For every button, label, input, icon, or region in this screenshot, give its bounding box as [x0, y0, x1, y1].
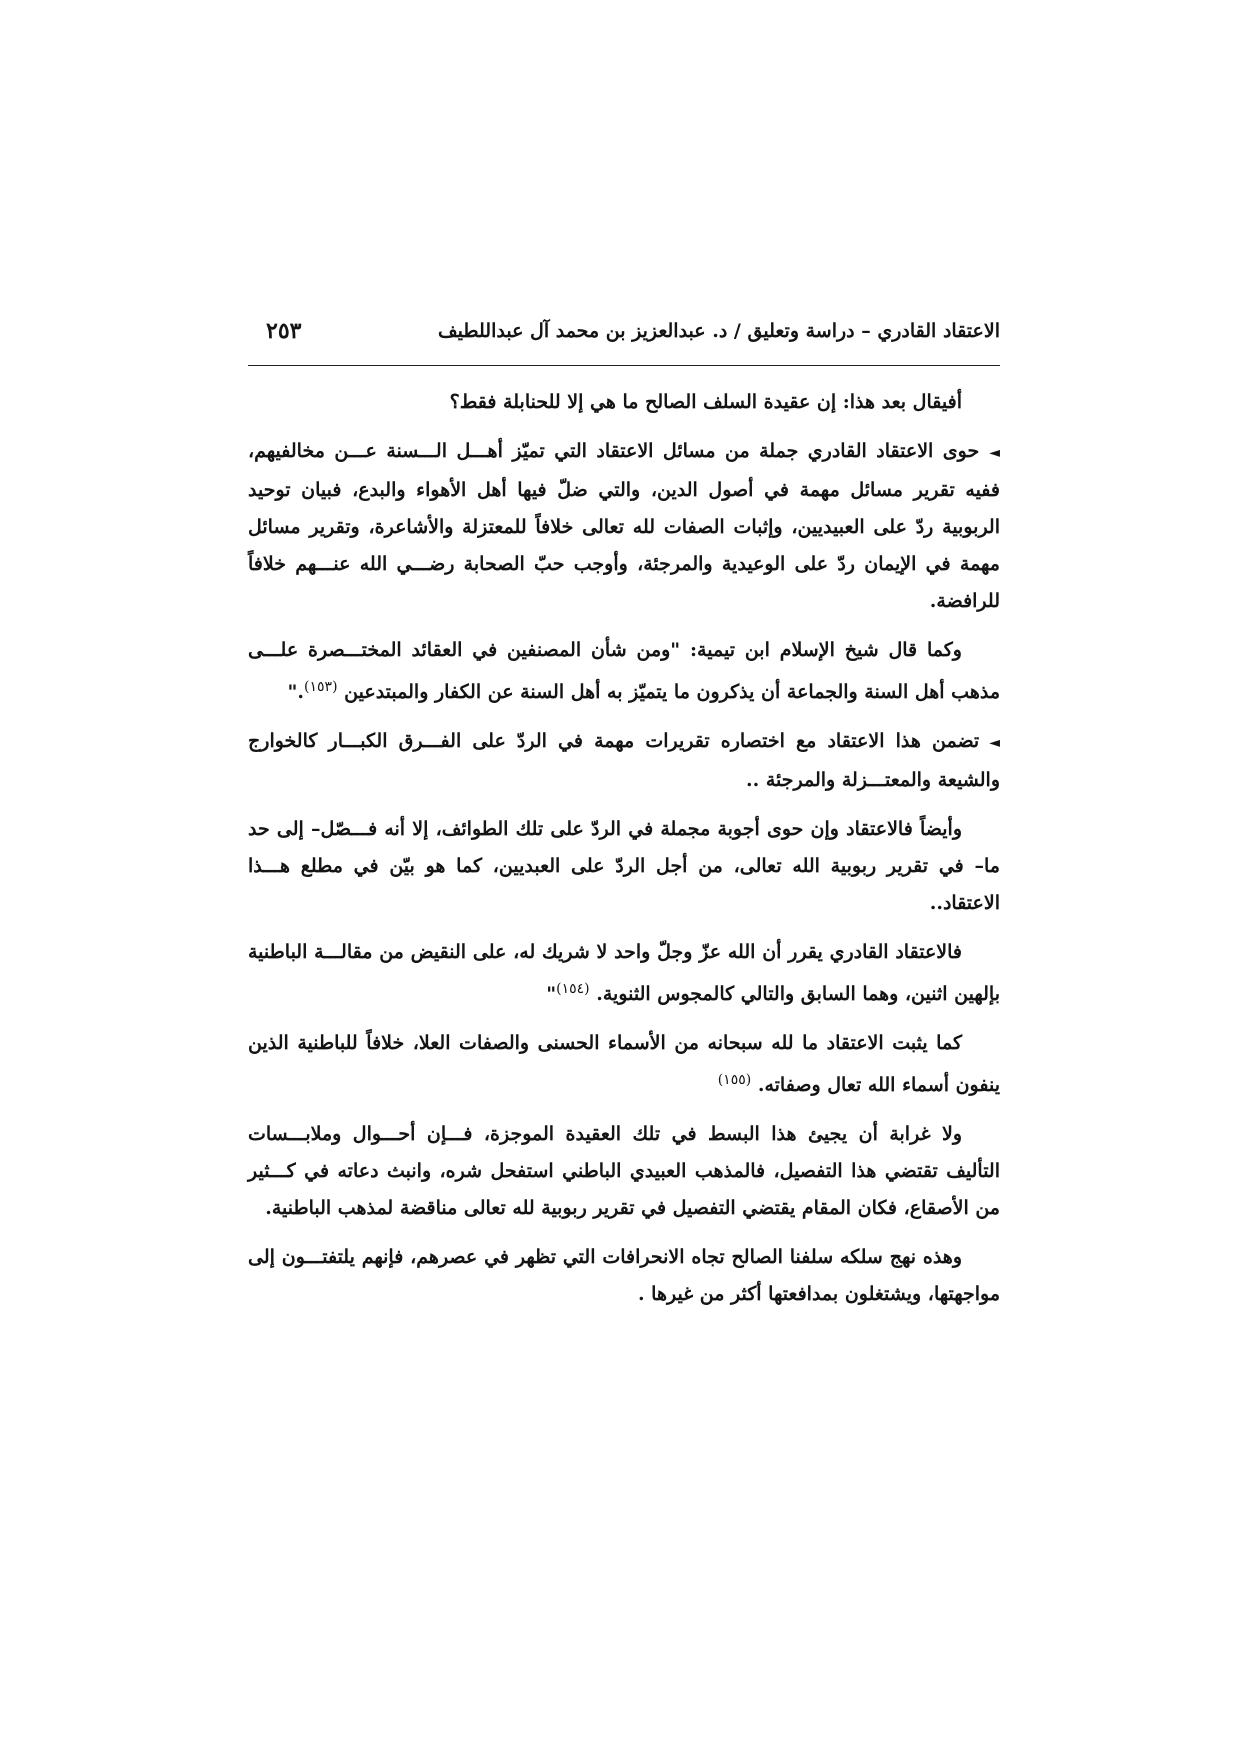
paragraph-text: حوى الاعتقاد القادري جملة من مسائل الاعتقاد التي تميّز أهـــل الـــسنة عـــن مخالفيهم، ففيه تقرير مسائل مهمة في أصول الدين، والتي ضلّ فيها أهل الأهواء والبدع، فبيان توحيد الربوبية ردّ على العبيديين، وإثبات الصفات لله تعالى خلافاً للمعتزلة والأشاعرة، وتقرير مسائل مهمة في الإيمان ردّ على الوعيدية والمرجئة، وأوجب حبّ الصحابة رضـــي الله عنـــهم خلافاً للرافضة.: [248, 440, 1000, 612]
paragraph-text: وهذه نهج سلكه سلفنا الصالح تجاه الانحرافات التي تظهر في عصرهم، فإنهم يلتفتـــون إلى مواجهتها، ويشتغلون بمدافعتها أكثر من غيرها .: [248, 1246, 1000, 1305]
bullet-arrow-icon: ◄: [989, 735, 1000, 751]
paragraph-tail: .": [287, 681, 305, 703]
paragraph-text: كما يثبت الاعتقاد ما لله سبحانه من الأسماء الحسنى والصفات العلا، خلافاً للباطنية الذين ينفون أسماء الله تعال وصفاته.: [248, 1032, 1000, 1096]
body-text: [248, 384, 1000, 1325]
paragraph-text: تضمن هذا الاعتقاد مع اختصاره تقريرات مهمة في الردّ على الفـــرق الكبـــار كالخوارج والشيعة والمعتـــزلة والمرجئة ..: [248, 730, 1000, 791]
paragraph: [248, 1116, 1000, 1227]
bullet-paragraph: [248, 723, 1000, 799]
paragraph: [248, 811, 1000, 922]
paragraph: [248, 1025, 1000, 1104]
footnote-ref: (١٥٤): [556, 981, 590, 997]
paragraph: [248, 1239, 1000, 1313]
paragraph-tail: ": [546, 983, 557, 1005]
bullet-paragraph: [248, 433, 1000, 620]
paragraph: [248, 632, 1000, 711]
header-divider: [248, 365, 1000, 366]
header-title: الاعتقاد القادري – دراسة وتعليق / د. عبدالعزيز بن محمد آل عبداللطيف: [438, 320, 1000, 342]
footnote-ref: (١٥٣): [304, 679, 338, 695]
page-number: ٢٥٣: [266, 318, 302, 344]
footnote-ref: (١٥٥): [717, 1072, 752, 1088]
paragraph: [248, 384, 1000, 421]
paragraph-text: ولا غرابة أن يجيئ هذا البسط في تلك العقيدة الموجزة، فـــإن أحـــوال وملابـــسات التأليف تقتضي هذا التفصيل، فالمذهب العبيدي الباطني استفحل شره، وانبث دعاته في كـــثير من الأصقاع، فكان المقام يقتضي التفصيل في تقرير ربوبية لله تعالى مناقضة لمذهب الباطنية.: [248, 1123, 1000, 1219]
paragraph-text: فالاعتقاد القادري يقرر أن الله عزّ وجلّ واحد لا شريك له، على النقيض من مقالـــة الباطنية بإلهين اثنين، وهما السابق والتالي كالمجوس الثنوية.: [248, 941, 1000, 1005]
bullet-arrow-icon: ◄: [989, 445, 1000, 461]
paragraph-text: وأيضاً فالاعتقاد وإن حوى أجوبة مجملة في الردّ على تلك الطوائف، إلا أنه فـــصّل– إلى حد ما– في تقرير ربوبية الله تعالى، من أجل الردّ على العبديين، كما هو بيّن في مطلع هـــذا الاعتقاد..: [248, 818, 1000, 914]
paragraph-text: أفيقال بعد هذا: إن عقيدة السلف الصالح ما هي إلا للحنابلة فقط؟: [449, 391, 962, 413]
paragraph: [248, 934, 1000, 1013]
paragraph-text: وكما قال شيخ الإسلام ابن تيمية: "ومن شأن المصنفين في العقائد المختـــصرة علـــى مذهب أهل السنة والجماعة أن يذكرون ما يتميّز به أهل السنة عن الكفار والمبتدعين: [248, 639, 1000, 703]
running-header: [248, 312, 1000, 358]
